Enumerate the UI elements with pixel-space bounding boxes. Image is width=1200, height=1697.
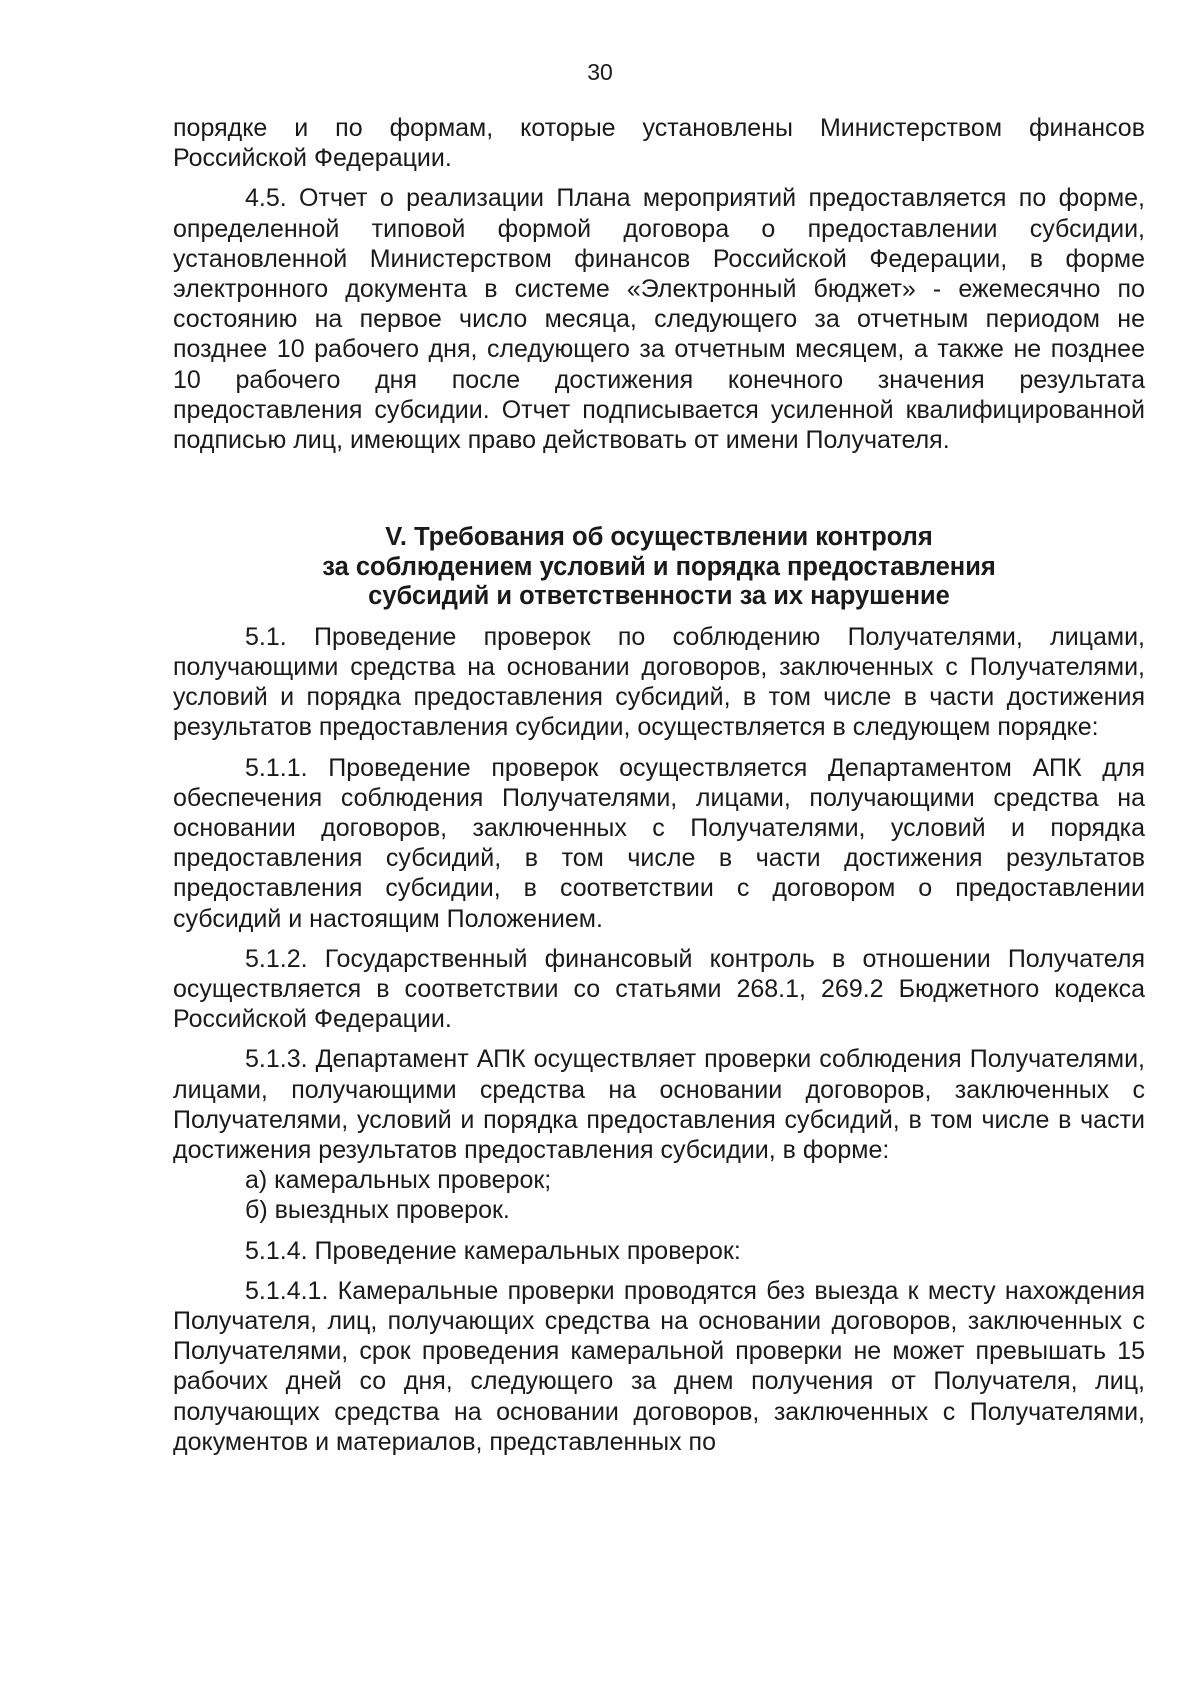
paragraph-5-1-2: 5.1.2. Государственный финансовый контроль в отношении Получателя осуществляется в соответствии со статьями 268.1, 269.2 Бюджетного кодекса Российской Федерации. bbox=[173, 944, 1145, 1034]
section-title bbox=[173, 523, 1145, 612]
paragraph-5-1-1: 5.1.1. Проведение проверок осуществляется Департаментом АПК для обеспечения соблюдения Получателями, лицами, получающими средства на основании договоров, заключенных с Получателями, условий и порядка предоставления субсидий, в том числе в части достижения результатов предоставления субсидии, в соответствии с договором о предоставлении субсидий и настоящим Положением. bbox=[173, 753, 1145, 933]
list-item-b: б) выездных проверок. bbox=[245, 1196, 510, 1225]
paragraph-5-1-4: 5.1.4. Проведение камеральных проверок: bbox=[245, 1236, 741, 1265]
paragraph-continuation: порядке и по формам, которые установлены Министерством финансов Российской Федерации. bbox=[173, 114, 1145, 173]
paragraph-5-1-4-1: 5.1.4.1. Камеральные проверки проводятся без выезда к месту нахождения Получателя, лиц, получающих средства на основании договоров, заключенных с Получателями, срок проведения камеральной проверки не может превышать 15 рабочих дней со дня, следующего за днем получения от Получателя, лиц, получающих средства на основании договоров, заключенных с Получателями, документов и материалов, представленных по bbox=[173, 1276, 1145, 1456]
document-body bbox=[173, 113, 1145, 1457]
section-title-line: субсидий и ответственности за их нарушение bbox=[368, 582, 950, 611]
page-number: 30 bbox=[587, 59, 613, 85]
list-item-a: а) камеральных проверок; bbox=[245, 1166, 552, 1195]
paragraph-5-1-3: 5.1.3. Департамент АПК осуществляет проверки соблюдения Получателями, лицами, получающими средства на основании договоров, заключенных с Получателями, условий и порядка предоставления субсидий, в том числе в части достижения результатов предоставления субсидии, в форме: bbox=[173, 1045, 1145, 1164]
paragraph-4-5: 4.5. Отчет о реализации Плана мероприятий предоставляется по форме, определенной типовой формой договора о предоставлении субсидии, установленной Министерством финансов Российской Федерации, в форме электронного документа в системе «Электронный бюджет» - ежемесячно по состоянию на первое число месяца, следующего за отчетным периодом не позднее 10 рабочего дня, следующего за отчетным месяцем, а также не позднее 10 рабочего дня после достижения конечного значения результата предоставления субсидии. Отчет подписывается усиленной квалифицированной подписью лиц, имеющих право действовать от имени Получателя. bbox=[173, 184, 1145, 455]
section-title-line: V. Требования об осуществлении контроля bbox=[385, 523, 933, 552]
section-title-line: за соблюдением условий и порядка предоставления bbox=[322, 552, 996, 581]
paragraph-5-1: 5.1. Проведение проверок по соблюдению Получателями, лицами, получающими средства на основании договоров, заключенных с Получателями, условий и порядка предоставления субсидий, в том числе в части достижения результатов предоставления субсидии, осуществляется в следующем порядке: bbox=[173, 622, 1145, 742]
